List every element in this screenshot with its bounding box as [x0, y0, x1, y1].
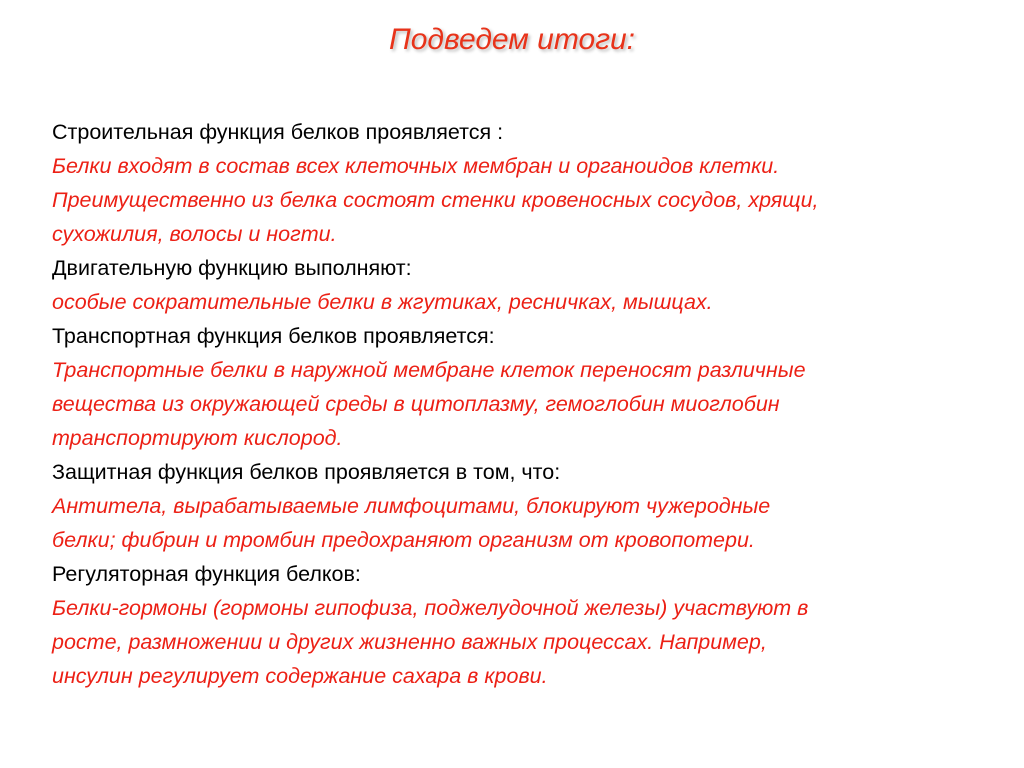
section-heading-structural: Строительная функция белков проявляется :	[52, 120, 504, 144]
section-heading-regulatory: Регуляторная функция белков:	[52, 562, 361, 586]
slide-title: Подведем итоги:	[388, 23, 636, 56]
section-text-line: росте, размножении и других жизненно важных процессах. Например,	[52, 630, 767, 654]
section-heading-transport: Транспортная функция белков проявляется:	[52, 324, 495, 348]
section-text-line: транспортируют кислород.	[52, 426, 343, 450]
section-text-line: Транспортные белки в наружной мембране клеток переносят различные	[52, 358, 806, 382]
section-heading-motor: Двигательную функцию выполняют:	[52, 256, 412, 280]
section-text-line: особые сократительные белки в жгутиках, ресничках, мышцах.	[52, 290, 713, 314]
section-heading-protective: Защитная функция белков проявляется в том, что:	[52, 460, 561, 484]
section-text-line: Антитела, вырабатываемые лимфоцитами, блокируют чужеродные	[52, 494, 771, 518]
section-text-line: Белки входят в состав всех клеточных мембран и органоидов клетки.	[52, 154, 780, 178]
section-text-line: сухожилия, волосы и ногти.	[52, 222, 337, 246]
section-text-line: инсулин регулирует содержание сахара в крови.	[52, 664, 548, 688]
section-text-line: белки; фибрин и тромбин предохраняют организм от кровопотери.	[52, 528, 755, 552]
section-text-line: Преимущественно из белка состоят стенки кровеносных сосудов, хрящи,	[52, 188, 819, 212]
section-text-line: Белки-гормоны (гормоны гипофиза, поджелудочной железы) участвуют в	[52, 596, 809, 620]
slide-content	[52, 115, 992, 693]
section-text-line: вещества из окружающей среды в цитоплазму, гемоглобин миоглобин	[52, 392, 780, 416]
